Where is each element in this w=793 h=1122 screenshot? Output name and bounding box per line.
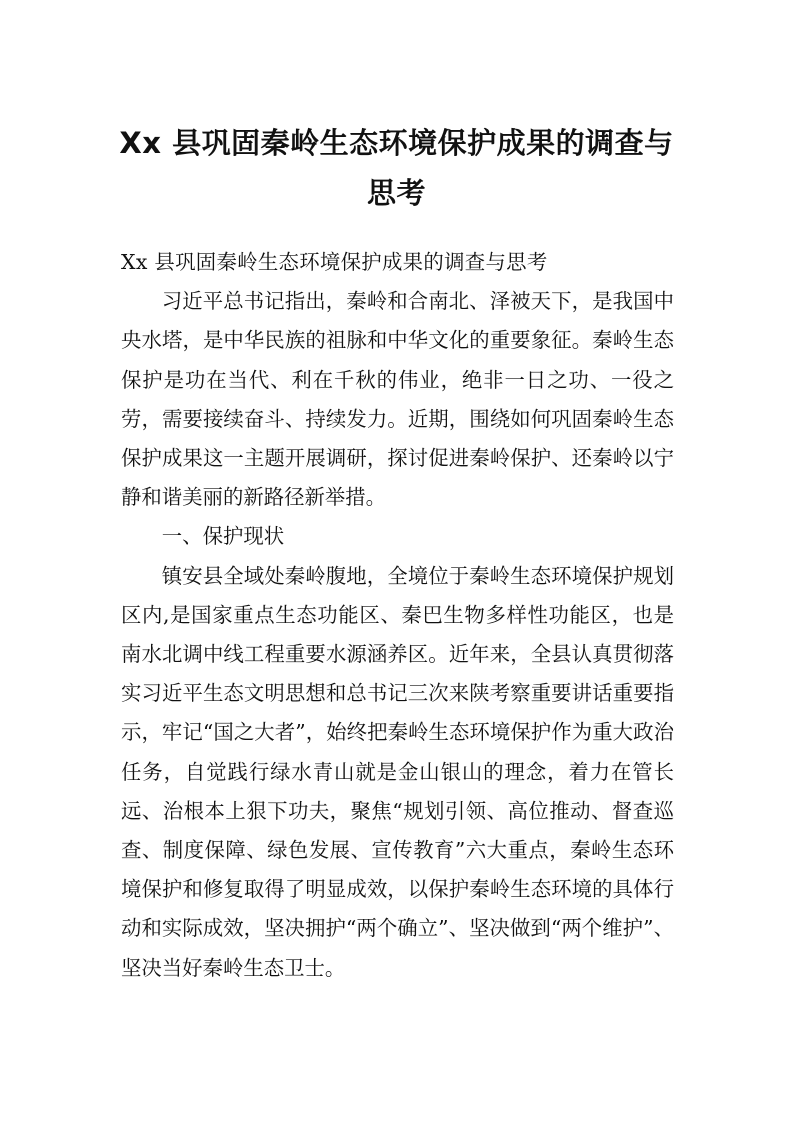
document-subtitle: Xx 县巩固秦岭生态环境保护成果的调查与思考 — [121, 250, 548, 274]
paragraph-status: 镇安县全域处秦岭腹地，全境位于秦岭生态环境保护规划区内,是国家重点生态功能区、秦巴生物多样性功能区，也是南水北调中线工程重要水源涵养区。近年来，全县认真贯彻落实习近平生态文明思想和总书记三次来陕考察重要讲话重要指示，牢记“国之大者”，始终把秦岭生态环境保护作为重大政治任务，自觉践行绿水青山就是金山银山的理念，着力在管长远、治根本上狠下功夫，聚焦“规划引领、高位推动、督查巡查、制度保障、绿色发展、宣传教育”六大重点，秦岭生态环境保护和修复取得了明显成效，以保护秦岭生态环境的具体行动和实际成效，坚决拥护“两个确立”、坚决做到“两个维护”、坚决当好秦岭生态卫士。 — [121, 563, 674, 980]
title-line-1: Xx 县巩固秦岭生态环境保护成果的调查与 — [119, 126, 674, 160]
document-body — [121, 243, 674, 988]
section-heading-status: 一、保护现状 — [161, 524, 285, 549]
title-line-2: 思考 — [366, 176, 426, 210]
document-title — [110, 118, 683, 218]
paragraph-intro: 习近平总书记指出，秦岭和合南北、泽被天下，是我国中央水塔，是中华民族的祖脉和中华文化的重要象征。秦岭生态保护是功在当代、利在千秋的伟业，绝非一日之功、一役之劳，需要接续奋斗、持续发力。近期，围绕如何巩固秦岭生态保护成果这一主题开展调研，探讨促进秦岭保护、还秦岭以宁静和谐美丽的新路径新举措。 — [121, 289, 674, 510]
